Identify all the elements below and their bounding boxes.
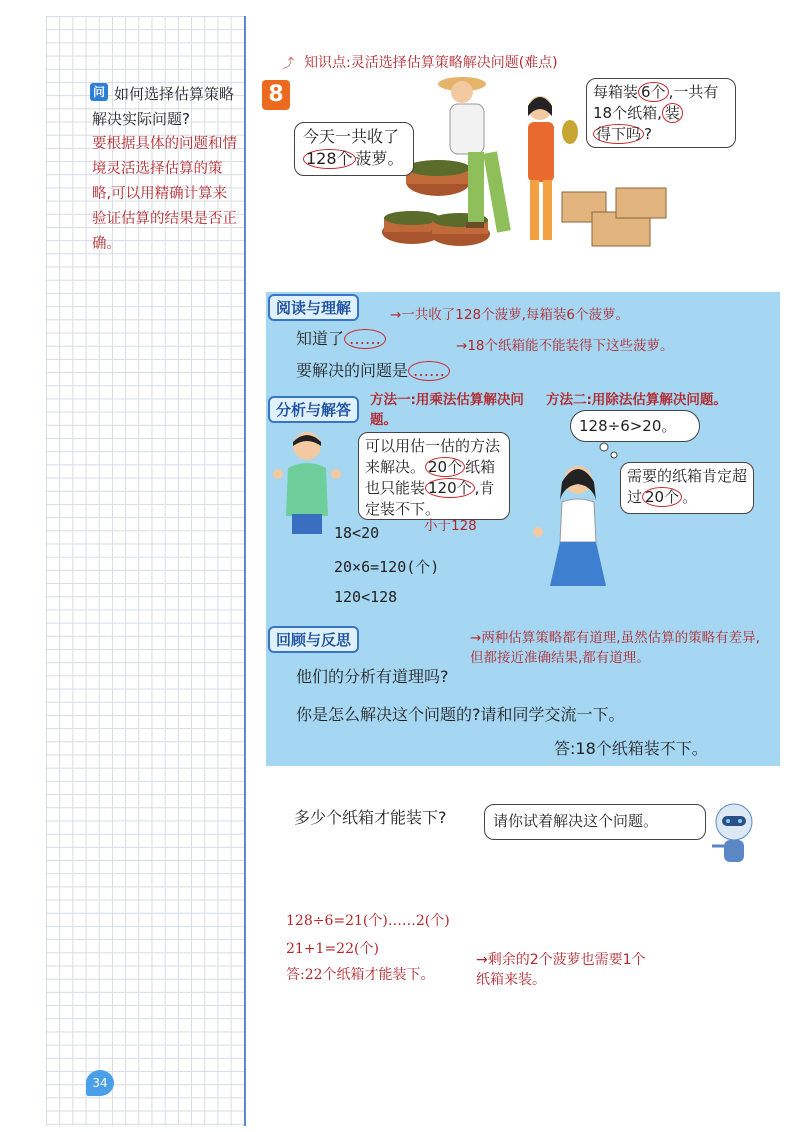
method-one: 方法一:用乘法估算解决问题。 <box>370 392 524 428</box>
extra-calc-3: 答:22个纸箱才能装下。 <box>286 967 435 983</box>
tag-review-reflect: 回顾与反思 <box>268 626 359 653</box>
robot-illustration <box>706 800 762 866</box>
sidebar-question: 如何选择估算策略解决实际问题? <box>92 85 235 128</box>
circled-fit: 装 <box>662 103 683 123</box>
question-icon: 问 <box>90 83 108 101</box>
know-note: →一共收了128个菠萝,每箱装6个菠萝。 <box>390 307 629 323</box>
reflect-answer: 答:18个纸箱装不下。 <box>554 739 708 758</box>
extra-note: →剩余的2个菠萝也需要1个纸箱来装。 <box>476 952 646 988</box>
arrow-icon: ⤴ <box>282 56 295 70</box>
margin-divider <box>244 16 246 1126</box>
girl-text-end: ? <box>644 125 652 143</box>
girl-speech-bubble <box>586 78 736 148</box>
circled-20: 20个 <box>425 457 465 477</box>
thought-dots-icon <box>596 442 626 462</box>
extra-calc-1: 128÷6=21(个)……2(个) <box>286 913 450 929</box>
calc-line-2: 20×6=120(个) <box>334 558 440 576</box>
extra-calc-2: 21+1=22(个) <box>286 941 379 957</box>
girl-illustration <box>532 460 622 590</box>
knowledge-point: 知识点:灵活选择估算策略解决问题(难点) <box>304 55 558 71</box>
extra-question: 多少个纸箱才能装下? <box>294 808 447 827</box>
circled-120: 120个 <box>425 478 475 498</box>
boy-speech-bubble: 可以用估一估的方法来解决。 20个 纸箱也只能装 120个 ,肯定装不下。 <box>358 432 510 520</box>
solve-note: →18个纸箱能不能装得下这些菠萝。 <box>456 338 674 354</box>
circled-20-girl: 20个 <box>642 487 682 507</box>
farmer-speech-bubble <box>294 122 414 176</box>
reflect-question-2: 你是怎么解决这个问题的?请和同学交流一下。 <box>296 705 625 724</box>
tag-read-understand: 阅读与理解 <box>268 294 359 321</box>
girl-text-prefix: 每箱装 <box>593 83 639 101</box>
problem-number: 8 <box>262 80 290 110</box>
dots-circle-2: …… <box>408 361 450 381</box>
girl-answer-bubble: 需要的纸箱肯定超过 20个 。 <box>620 462 754 514</box>
solve-label: 要解决的问题是 …… <box>296 358 450 381</box>
circled-count: 128个 <box>303 149 356 169</box>
farmer-line-end: 菠萝。 <box>355 149 404 168</box>
know-label: 知道了 …… <box>296 326 386 349</box>
farmer-line: 今天一共收了 <box>303 127 400 146</box>
circled-per-box: 6个 <box>638 82 669 102</box>
solution-panel <box>266 292 780 766</box>
reflect-note: →两种估算策略都有道理,虽然估算的策略有差异,但都接近准确结果,都有道理。 <box>470 630 760 666</box>
dots-circle: …… <box>344 329 386 349</box>
girl-text-middle: ,一共有18个纸箱, <box>593 83 719 122</box>
boy-illustration <box>272 428 342 538</box>
reflect-question-1: 他们的分析有道理吗? <box>296 667 449 686</box>
tag-analyze-answer: 分析与解答 <box>268 396 359 423</box>
page-number: 34 <box>86 1070 114 1096</box>
less-than-note: 小于128 <box>424 518 477 534</box>
calc-line-1: 18<20 <box>334 524 380 542</box>
thought-cloud: 128÷6>20。 <box>570 410 700 442</box>
calc-line-3: 120<128 <box>334 588 398 606</box>
circled-question: 得下吗 <box>593 124 644 144</box>
sidebar-answer: 要根据具体的问题和情境灵活选择估算的策略,可以用精确计算来验证估算的结果是否正确。 <box>92 136 237 252</box>
method-two: 方法二:用除法估算解决问题。 <box>546 392 727 408</box>
robot-speech-bubble: 请你试着解决这个问题。 <box>484 804 706 840</box>
